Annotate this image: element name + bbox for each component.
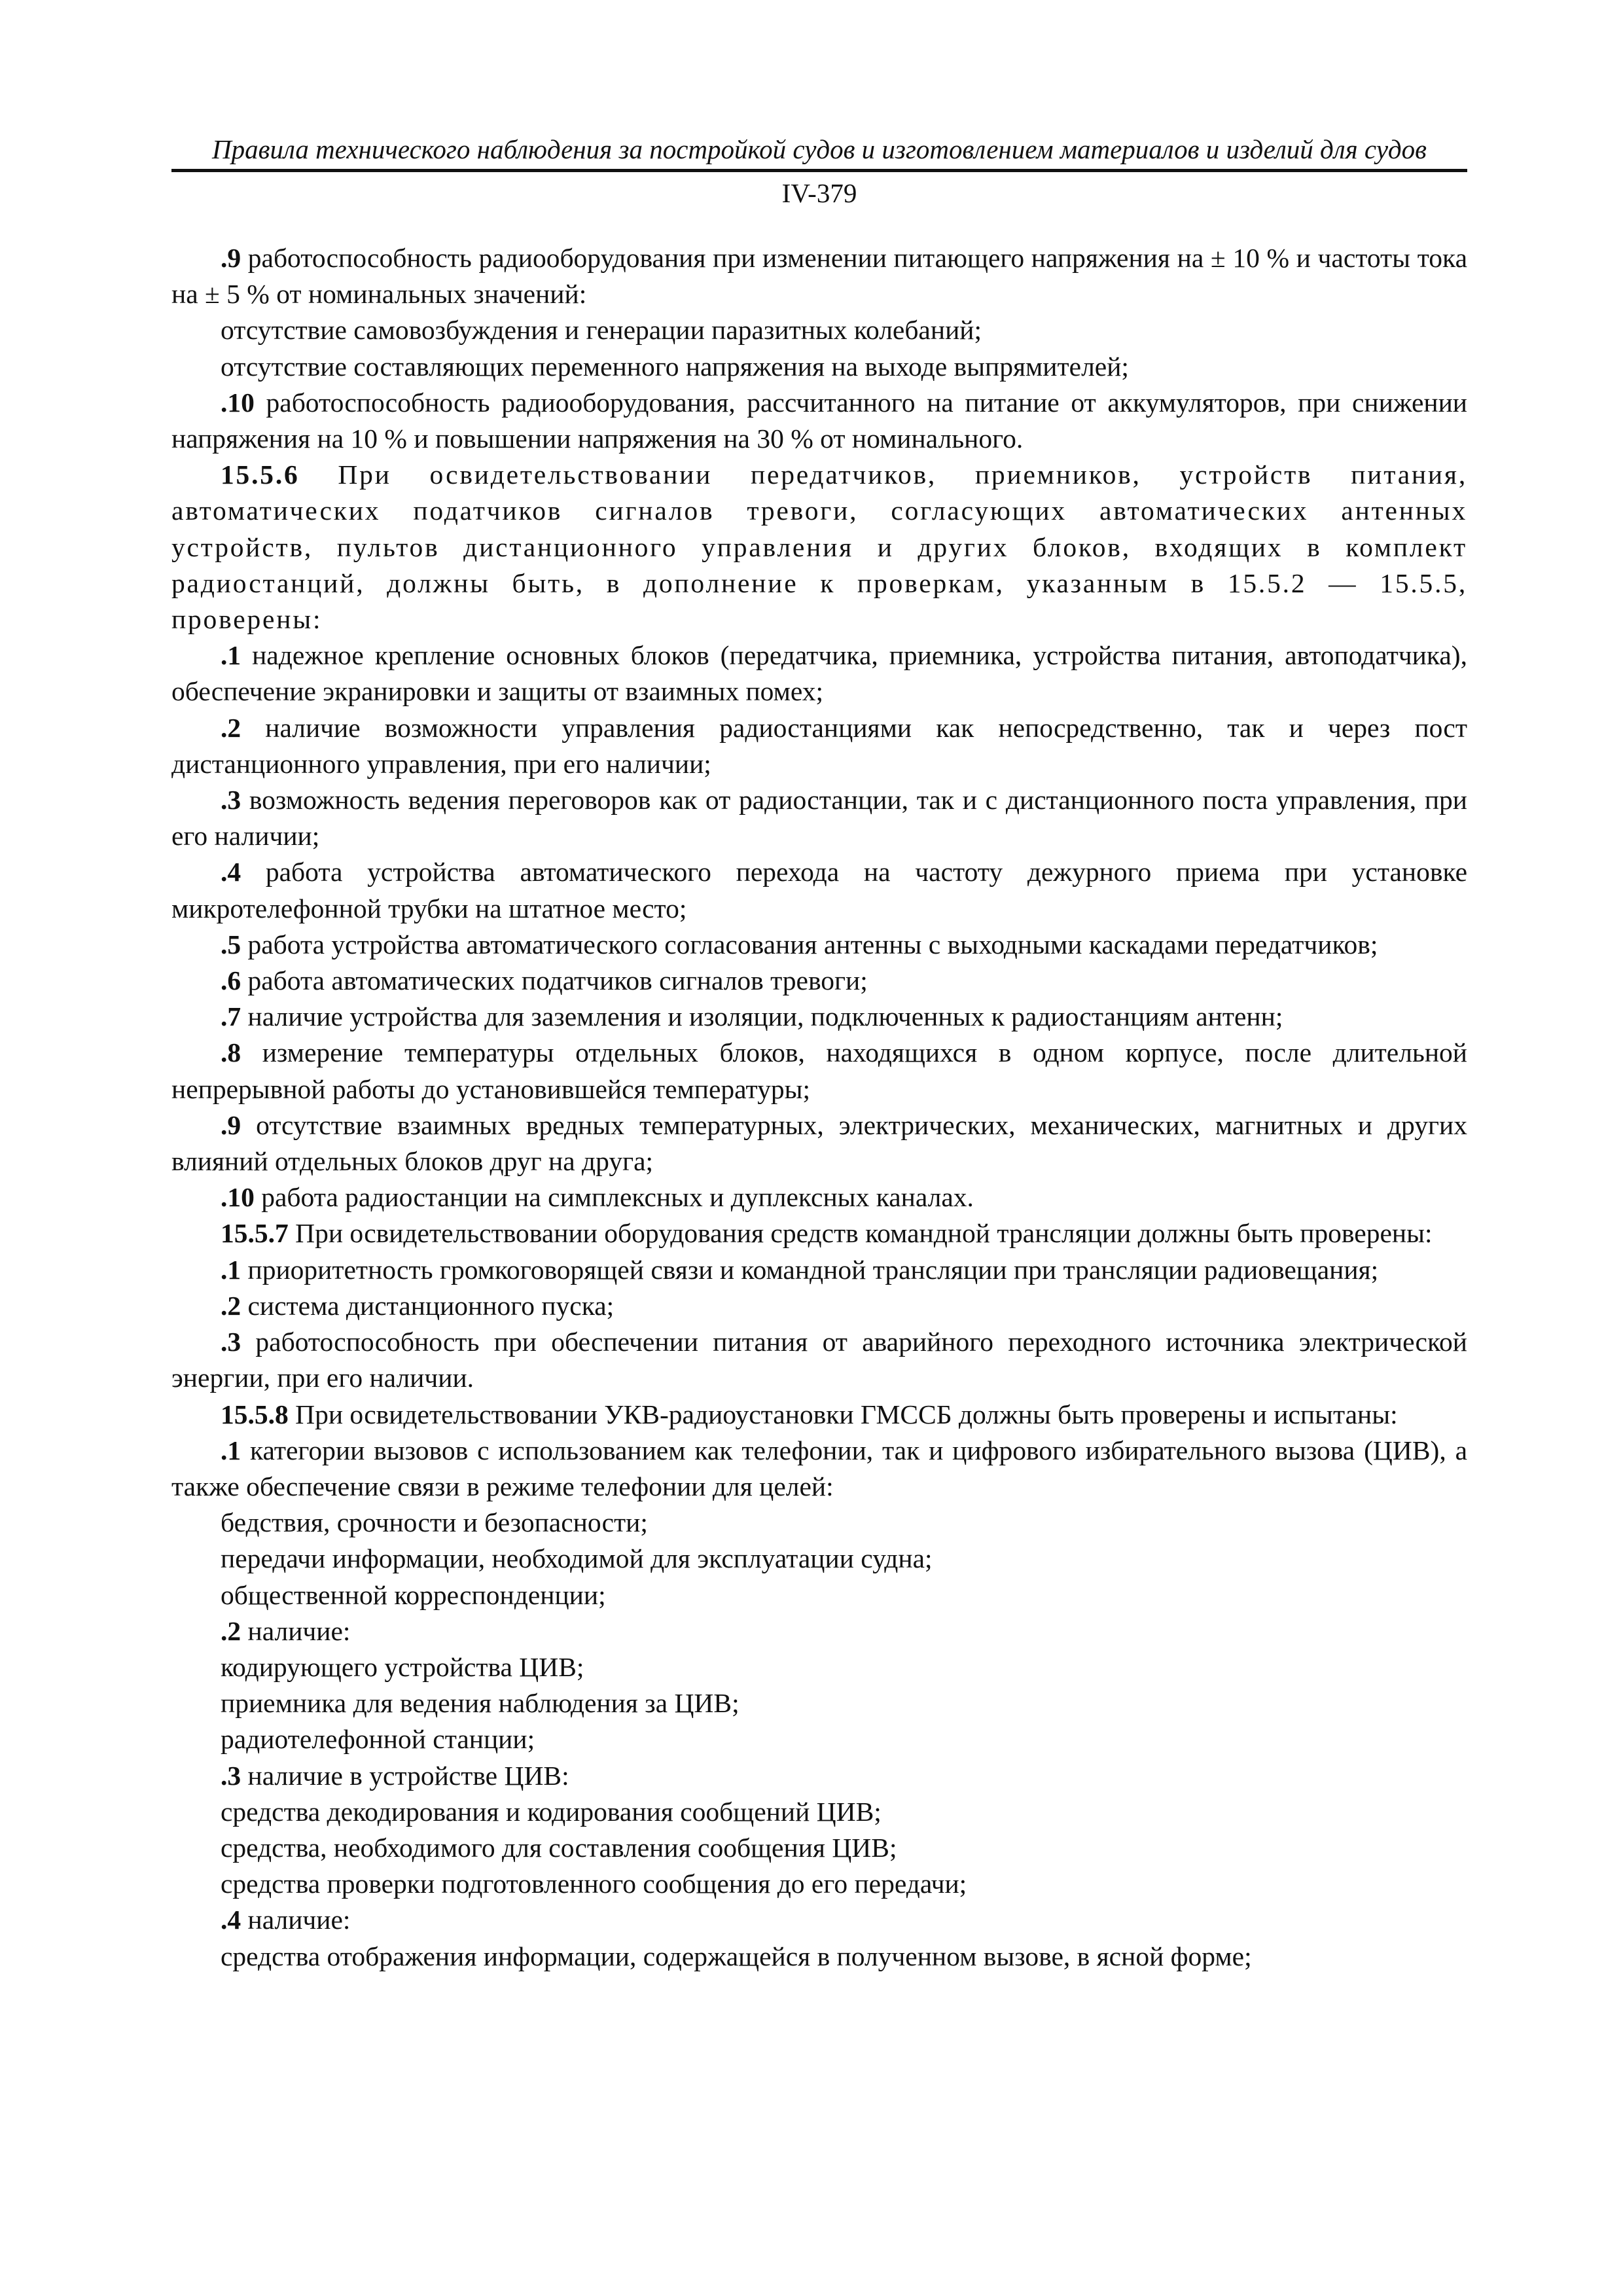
paragraph: [171, 1107, 1467, 1179]
paragraph-text: отсутствие взаимных вредных температурных, электрических, механических, магнитных и других влияний отдельных блоков друг на друга;: [171, 1109, 1467, 1177]
paragraph-text: При освидетельствовании передатчиков, приемников, устройств питания, автоматических податчиков сигналов тревоги, согласующих автоматических антенных устройств, пультов дистанционного управления и других блоков, входящих в комплект радиостанций, должны быть, в дополнение к проверкам, указанным в 15.5.2 — 15.5.5, проверены:: [171, 459, 1467, 635]
paragraph-text: наличие устройства для заземления и изоляции, подключенных к радиостанциям антенн;: [241, 1001, 1283, 1032]
item-number: .8: [221, 1037, 241, 1068]
paragraph: [171, 1433, 1467, 1505]
paragraph: [171, 1252, 1467, 1288]
paragraph-text: бедствия, срочности и безопасности;: [221, 1507, 648, 1538]
item-number: .3: [221, 1760, 241, 1791]
paragraph-text: средства декодирования и кодирования сообщений ЦИВ;: [221, 1796, 882, 1827]
item-number: .2: [221, 1615, 241, 1646]
paragraph-text: наличие возможности управления радиостанциями как непосредственно, так и через пост дистанционного управления, при его наличии;: [171, 712, 1467, 779]
paragraph-text: категории вызовов с использованием как телефонии, так и цифрового избирательного вызова (ЦИВ), а также обеспечение связи в режиме телефонии для целей:: [171, 1435, 1467, 1501]
document-page: [171, 131, 1467, 1975]
item-number: .4: [221, 1905, 241, 1935]
paragraph-text: кодирующего устройства ЦИВ;: [221, 1651, 584, 1682]
item-number: .9: [221, 1109, 241, 1140]
paragraph-text: измерение температуры отдельных блоков, находящихся в одном корпусе, после длительной непрерывной работы до установившейся температуры;: [171, 1037, 1467, 1104]
paragraph: [171, 1541, 1467, 1577]
running-header: Правила технического наблюдения за постройкой судов и изготовлением материалов и изделий для судов: [171, 131, 1467, 172]
paragraph: [171, 782, 1467, 854]
paragraph-text: наличие:: [241, 1615, 351, 1646]
paragraph-text: работоспособность при обеспечении питания от аварийного переходного источника электрической энергии, при его наличии.: [171, 1327, 1467, 1393]
paragraph: [171, 1794, 1467, 1830]
item-number: .1: [221, 1254, 241, 1285]
paragraph: [171, 312, 1467, 348]
item-number: .10: [221, 387, 255, 418]
item-number: 15.5.7: [221, 1218, 289, 1249]
paragraph-text: приоритетность громкоговорящей связи и командной трансляции при трансляции радиовещания;: [241, 1254, 1379, 1285]
item-number: .3: [221, 1327, 241, 1357]
paragraph: [171, 1179, 1467, 1215]
paragraph-text: средства, необходимого для составления сообщения ЦИВ;: [221, 1832, 897, 1863]
paragraph-text: надежное крепление основных блоков (передатчика, приемника, устройства питания, автоподатчика), обеспечение экранировки и защиты от взаимных помех;: [171, 640, 1467, 707]
paragraph: [171, 1577, 1467, 1613]
paragraph-text: работа автоматических податчиков сигналов тревоги;: [241, 965, 868, 996]
paragraph: [171, 999, 1467, 1035]
paragraph-text: наличие в устройстве ЦИВ:: [241, 1760, 569, 1791]
paragraph-text: система дистанционного пуска;: [241, 1290, 615, 1321]
paragraph: [171, 710, 1467, 782]
paragraph: [171, 457, 1467, 637]
item-number: 15.5.6: [221, 459, 300, 490]
paragraph-text: наличие:: [241, 1905, 351, 1935]
paragraph-text: передачи информации, необходимой для эксплуатации судна;: [221, 1543, 933, 1574]
paragraph-text: приемника для ведения наблюдения за ЦИВ;: [221, 1688, 740, 1719]
paragraph: [171, 963, 1467, 999]
item-number: .2: [221, 712, 241, 743]
paragraph: [171, 1866, 1467, 1902]
item-number: .7: [221, 1001, 241, 1032]
paragraph-text: работоспособность радиооборудования, рассчитанного на питание от аккумуляторов, при снижении напряжения на 10 % и повышении напряжения на 30 % от номинального.: [171, 387, 1467, 454]
paragraph-text: отсутствие самовозбуждения и генерации паразитных колебаний;: [221, 315, 982, 346]
paragraph-text: средства отображения информации, содержащейся в полученном вызове, в ясной форме;: [221, 1941, 1252, 1971]
paragraph-text: возможность ведения переговоров как от радиостанции, так и с дистанционного поста управления, при его наличии;: [171, 785, 1467, 852]
paragraph: [171, 1505, 1467, 1541]
body-text: [171, 240, 1467, 1975]
item-number: 15.5.8: [221, 1399, 289, 1429]
paragraph-text: работа устройства автоматического перехода на частоту дежурного приема при установке микротелефонной трубки на штатное место;: [171, 857, 1467, 924]
item-number: .9: [221, 243, 241, 273]
paragraph: [171, 1685, 1467, 1721]
paragraph-text: работоспособность радиооборудования при изменении питающего напряжения на ± 10 % и частоты тока на ± 5 % от номинальных значений:: [171, 243, 1467, 310]
paragraph: [171, 927, 1467, 963]
item-number: .1: [221, 640, 241, 671]
paragraph: [171, 1035, 1467, 1107]
paragraph: [171, 1649, 1467, 1685]
item-number: .10: [221, 1182, 255, 1213]
paragraph: [171, 1613, 1467, 1649]
paragraph-text: отсутствие составляющих переменного напряжения на выходе выпрямителей;: [221, 351, 1129, 382]
item-number: .3: [221, 785, 241, 816]
paragraph: [171, 1902, 1467, 1938]
paragraph: [171, 1721, 1467, 1757]
paragraph-text: радиотелефонной станции;: [221, 1724, 535, 1755]
item-number: .6: [221, 965, 241, 996]
paragraph-text: средства проверки подготовленного сообщения до его передачи;: [221, 1869, 967, 1899]
paragraph-text: При освидетельствовании УКВ-радиоустановки ГМССБ должны быть проверены и испытаны:: [288, 1399, 1398, 1429]
paragraph: [171, 385, 1467, 457]
paragraph: [171, 1758, 1467, 1794]
item-number: .4: [221, 857, 241, 888]
page-number: IV-379: [781, 178, 857, 208]
item-number: .1: [221, 1435, 241, 1465]
paragraph: [171, 349, 1467, 385]
paragraph-text: При освидетельствовании оборудования средств командной трансляции должны быть проверены:: [288, 1218, 1433, 1249]
paragraph: [171, 1324, 1467, 1396]
paragraph: [171, 1397, 1467, 1433]
paragraph: [171, 240, 1467, 312]
item-number: .2: [221, 1290, 241, 1321]
paragraph: [171, 1830, 1467, 1866]
paragraph: [171, 1939, 1467, 1975]
paragraph: [171, 1288, 1467, 1324]
paragraph-text: общественной корреспонденции;: [221, 1579, 606, 1610]
item-number: .5: [221, 929, 241, 960]
paragraph-text: работа радиостанции на симплексных и дуплексных каналах.: [254, 1182, 974, 1213]
paragraph: [171, 1215, 1467, 1251]
paragraph-text: работа устройства автоматического согласования антенны с выходными каскадами передатчиков;: [241, 929, 1378, 960]
paragraph: [171, 854, 1467, 926]
paragraph: [171, 637, 1467, 709]
